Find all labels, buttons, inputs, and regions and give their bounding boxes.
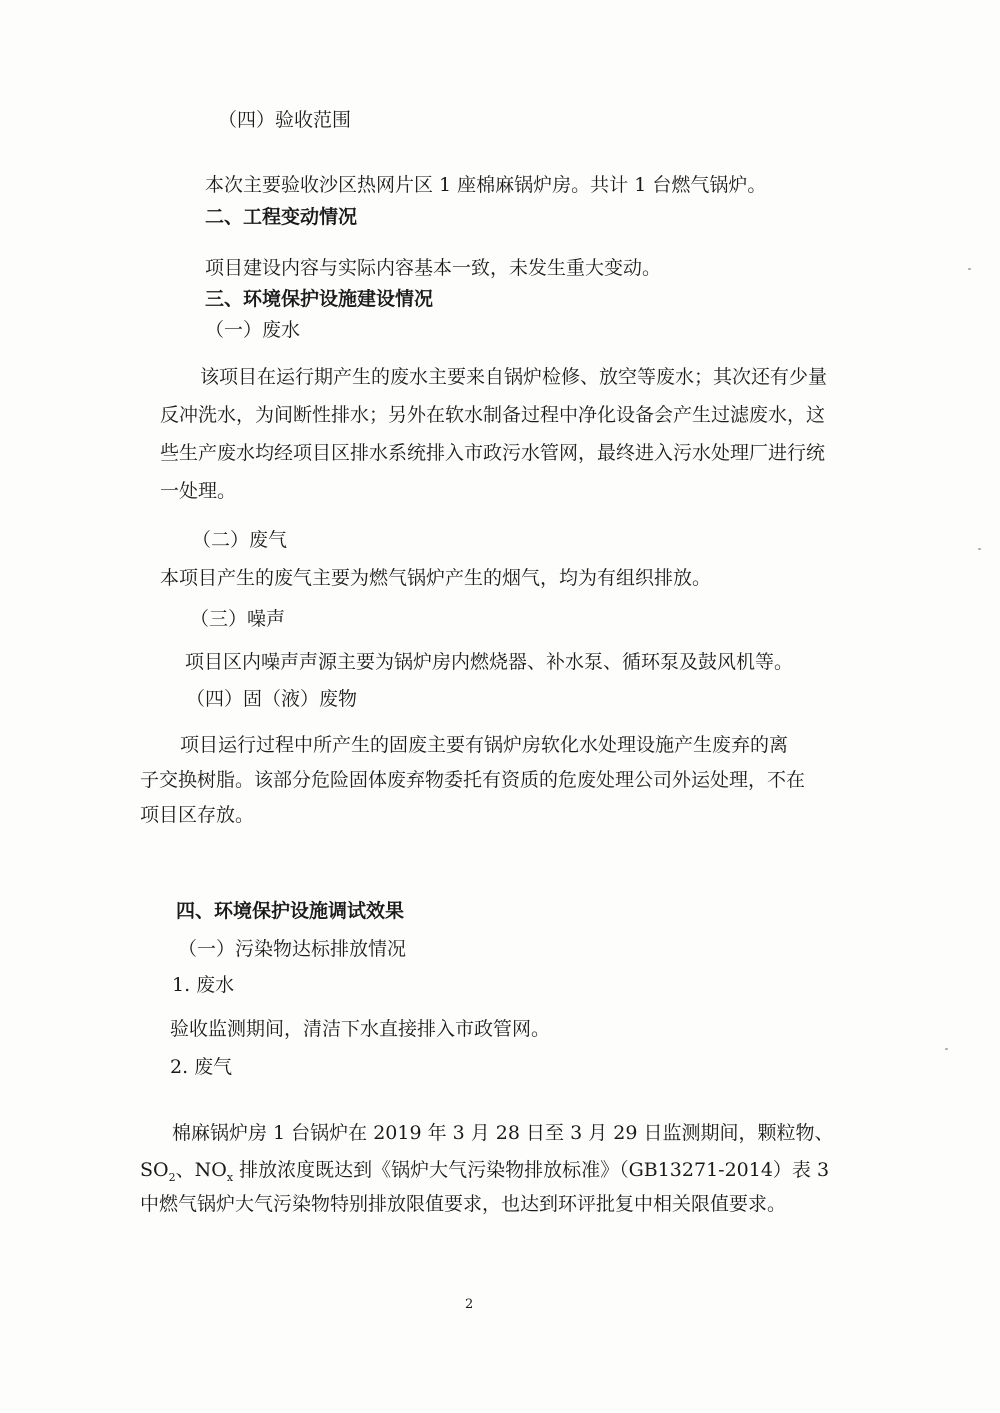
nox-subscript: x	[226, 1170, 234, 1184]
paragraph-line: 些生产废水均经项目区排水系统排入市政污水管网，最终进入污水处理厂进行统	[160, 442, 826, 464]
so2-subscript: 2	[168, 1170, 176, 1184]
paragraph-line: 中燃气锅炉大气污染物特别排放限值要求，也达到环评批复中相关限值要求。	[140, 1193, 787, 1215]
paragraph-line: 项目区内噪声声源主要为锅炉房内燃烧器、补水泵、循环泵及鼓风机等。	[185, 651, 794, 673]
subsection-heading: （一）废水	[205, 319, 301, 341]
nox-label: NO	[194, 1159, 227, 1181]
item-heading: 2. 废气	[170, 1056, 233, 1078]
section-heading: 三、环境保护设施建设情况	[205, 288, 434, 310]
subsection-heading: （三）噪声	[190, 608, 286, 630]
page-number: 2	[465, 1297, 474, 1312]
subsection-heading: （一）污染物达标排放情况	[178, 938, 407, 960]
paragraph-line: 本项目产生的废气主要为燃气锅炉产生的烟气，均为有组织排放。	[160, 567, 712, 589]
subsection-heading: （四）固（液）废物	[186, 688, 358, 710]
paragraph-line: 一处理。	[160, 480, 237, 502]
emission-line: $SO_2$、$NO_x$ 排放浓度既达到《锅炉大气污染物排放标准》（GB13271-2014）表 3	[140, 1159, 830, 1184]
so2-label: SO	[140, 1159, 169, 1181]
scan-speck	[968, 268, 971, 270]
subsection-heading: （二）废气	[192, 529, 288, 551]
section-heading: （四）验收范围	[218, 109, 352, 131]
paragraph-line: 棉麻锅炉房 1 台锅炉在 2019 年 3 月 28 日至 3 月 29 日监测期间，颗粒物、	[172, 1122, 834, 1144]
paragraph-line: 子交换树脂。该部分危险固体废弃物委托有资质的危废处理公司外运处理，不在	[140, 769, 806, 791]
paragraph-line: 该项目在运行期产生的废水主要来自锅炉检修、放空等废水；其次还有少量	[200, 366, 828, 388]
scan-speck	[945, 1048, 948, 1050]
paragraph-line: 验收监测期间，清洁下水直接排入市政管网。	[170, 1018, 551, 1040]
item-heading: 1. 废水	[172, 974, 235, 996]
paragraph-line: 项目建设内容与实际内容基本一致，未发生重大变动。	[205, 257, 662, 279]
section-heading: 二、工程变动情况	[205, 206, 358, 228]
scan-speck	[978, 548, 981, 550]
paragraph-line: 项目区存放。	[140, 804, 255, 826]
paragraph-line: 反冲洗水，为间断性排水；另外在软水制备过程中净化设备会产生过滤废水，这	[160, 404, 826, 426]
emission-rest: 排放浓度既达到《锅炉大气污染物排放标准》（GB13271-2014）表 3	[233, 1159, 830, 1181]
section-heading: 四、环境保护设施调试效果	[176, 900, 405, 922]
paragraph-line: 项目运行过程中所产生的固废主要有锅炉房软化水处理设施产生废弃的离	[180, 734, 789, 756]
paragraph-line: 本次主要验收沙区热网片区 1 座棉麻锅炉房。共计 1 台燃气锅炉。	[205, 174, 767, 196]
